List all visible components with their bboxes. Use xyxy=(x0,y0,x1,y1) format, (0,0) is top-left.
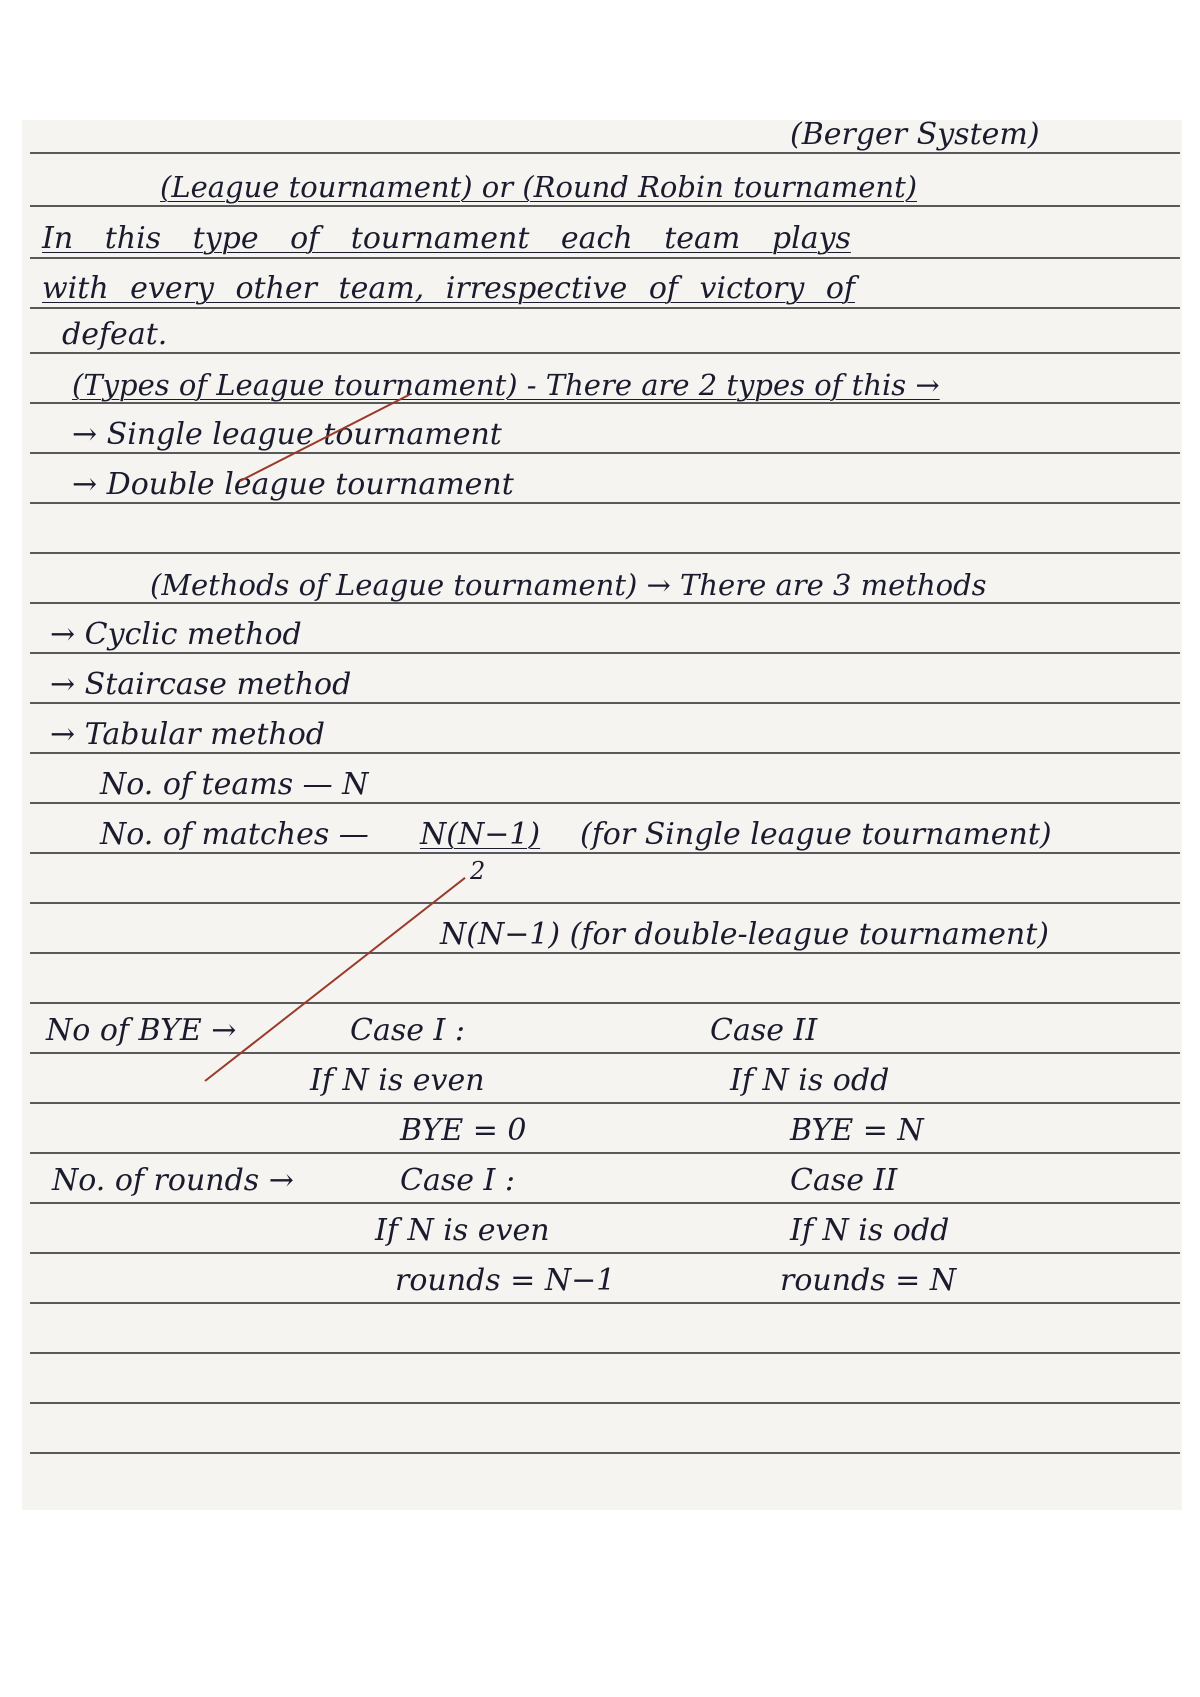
method-item-tabular: → Tabular method xyxy=(50,717,325,752)
bye-case2-result: BYE = N xyxy=(790,1113,924,1148)
teams-line: No. of teams — N xyxy=(100,767,369,802)
ruled-line xyxy=(30,702,1180,704)
bye-case1-condition: If N is even xyxy=(310,1063,485,1098)
ruled-line xyxy=(30,1402,1180,1404)
rounds-case1-title: Case I : xyxy=(400,1163,516,1198)
definition-line-3: defeat. xyxy=(62,317,168,352)
rounds-case2-title: Case II xyxy=(790,1163,898,1198)
definition-line-1: In this type of tournament each team plays xyxy=(42,221,851,256)
bye-case2-title: Case II xyxy=(710,1013,818,1048)
bye-label: No of BYE → xyxy=(46,1013,237,1048)
ruled-line xyxy=(30,452,1180,454)
matches-single-note: (for Single league tournament) xyxy=(580,817,1052,852)
ruled-line xyxy=(30,552,1180,554)
definition-line-2: with every other team, irrespective of victory of xyxy=(42,271,855,306)
ruled-line xyxy=(30,1452,1180,1454)
matches-double-formula: N(N−1) (for double-league tournament) xyxy=(440,917,1050,952)
bye-case1-title: Case I : xyxy=(350,1013,466,1048)
type-item-double: → Double league tournament xyxy=(72,467,514,502)
rounds-case2-result: rounds = N xyxy=(780,1263,957,1298)
ruled-line xyxy=(30,652,1180,654)
rounds-case1-result: rounds = N−1 xyxy=(395,1263,616,1298)
matches-single-formula-numerator: N(N−1) xyxy=(420,817,541,852)
ruled-line xyxy=(30,952,1180,954)
ruled-line xyxy=(30,502,1180,504)
types-heading: (Types of League tournament) - There are 2 types of this → xyxy=(72,368,940,402)
ruled-line xyxy=(30,1052,1180,1054)
bye-case1-result: BYE = 0 xyxy=(400,1113,527,1148)
ruled-line xyxy=(30,1252,1180,1254)
ruled-line xyxy=(30,352,1180,354)
ruled-line xyxy=(30,1302,1180,1304)
ruled-line xyxy=(30,752,1180,754)
matches-label: No. of matches — xyxy=(100,817,369,852)
system-label: (Berger System) xyxy=(790,117,1040,152)
ruled-line xyxy=(30,1102,1180,1104)
ruled-line xyxy=(30,1202,1180,1204)
rounds-case2-condition: If N is odd xyxy=(790,1213,950,1248)
methods-heading: (Methods of League tournament) → There are 3 methods xyxy=(150,568,987,602)
type-item-single: → Single league tournament xyxy=(72,417,502,452)
page-heading: (League tournament) or (Round Robin tournament) xyxy=(160,170,918,204)
ruled-line xyxy=(30,602,1180,604)
ruled-line xyxy=(30,257,1180,259)
ruled-line xyxy=(30,802,1180,804)
rounds-case1-condition: If N is even xyxy=(375,1213,550,1248)
method-item-cyclic: → Cyclic method xyxy=(50,617,302,652)
ruled-line xyxy=(30,307,1180,309)
ruled-line xyxy=(30,1002,1180,1004)
ruled-line xyxy=(30,205,1180,207)
ruled-line xyxy=(30,852,1180,854)
method-item-staircase: → Staircase method xyxy=(50,667,352,702)
ruled-line xyxy=(30,902,1180,904)
rounds-label: No. of rounds → xyxy=(52,1163,294,1198)
bye-case2-condition: If N is odd xyxy=(730,1063,890,1098)
ruled-line xyxy=(30,402,1180,404)
ruled-line xyxy=(30,1152,1180,1154)
ruled-line xyxy=(30,152,1180,154)
matches-single-formula-denominator: 2 xyxy=(470,857,486,885)
ruled-line xyxy=(30,1352,1180,1354)
